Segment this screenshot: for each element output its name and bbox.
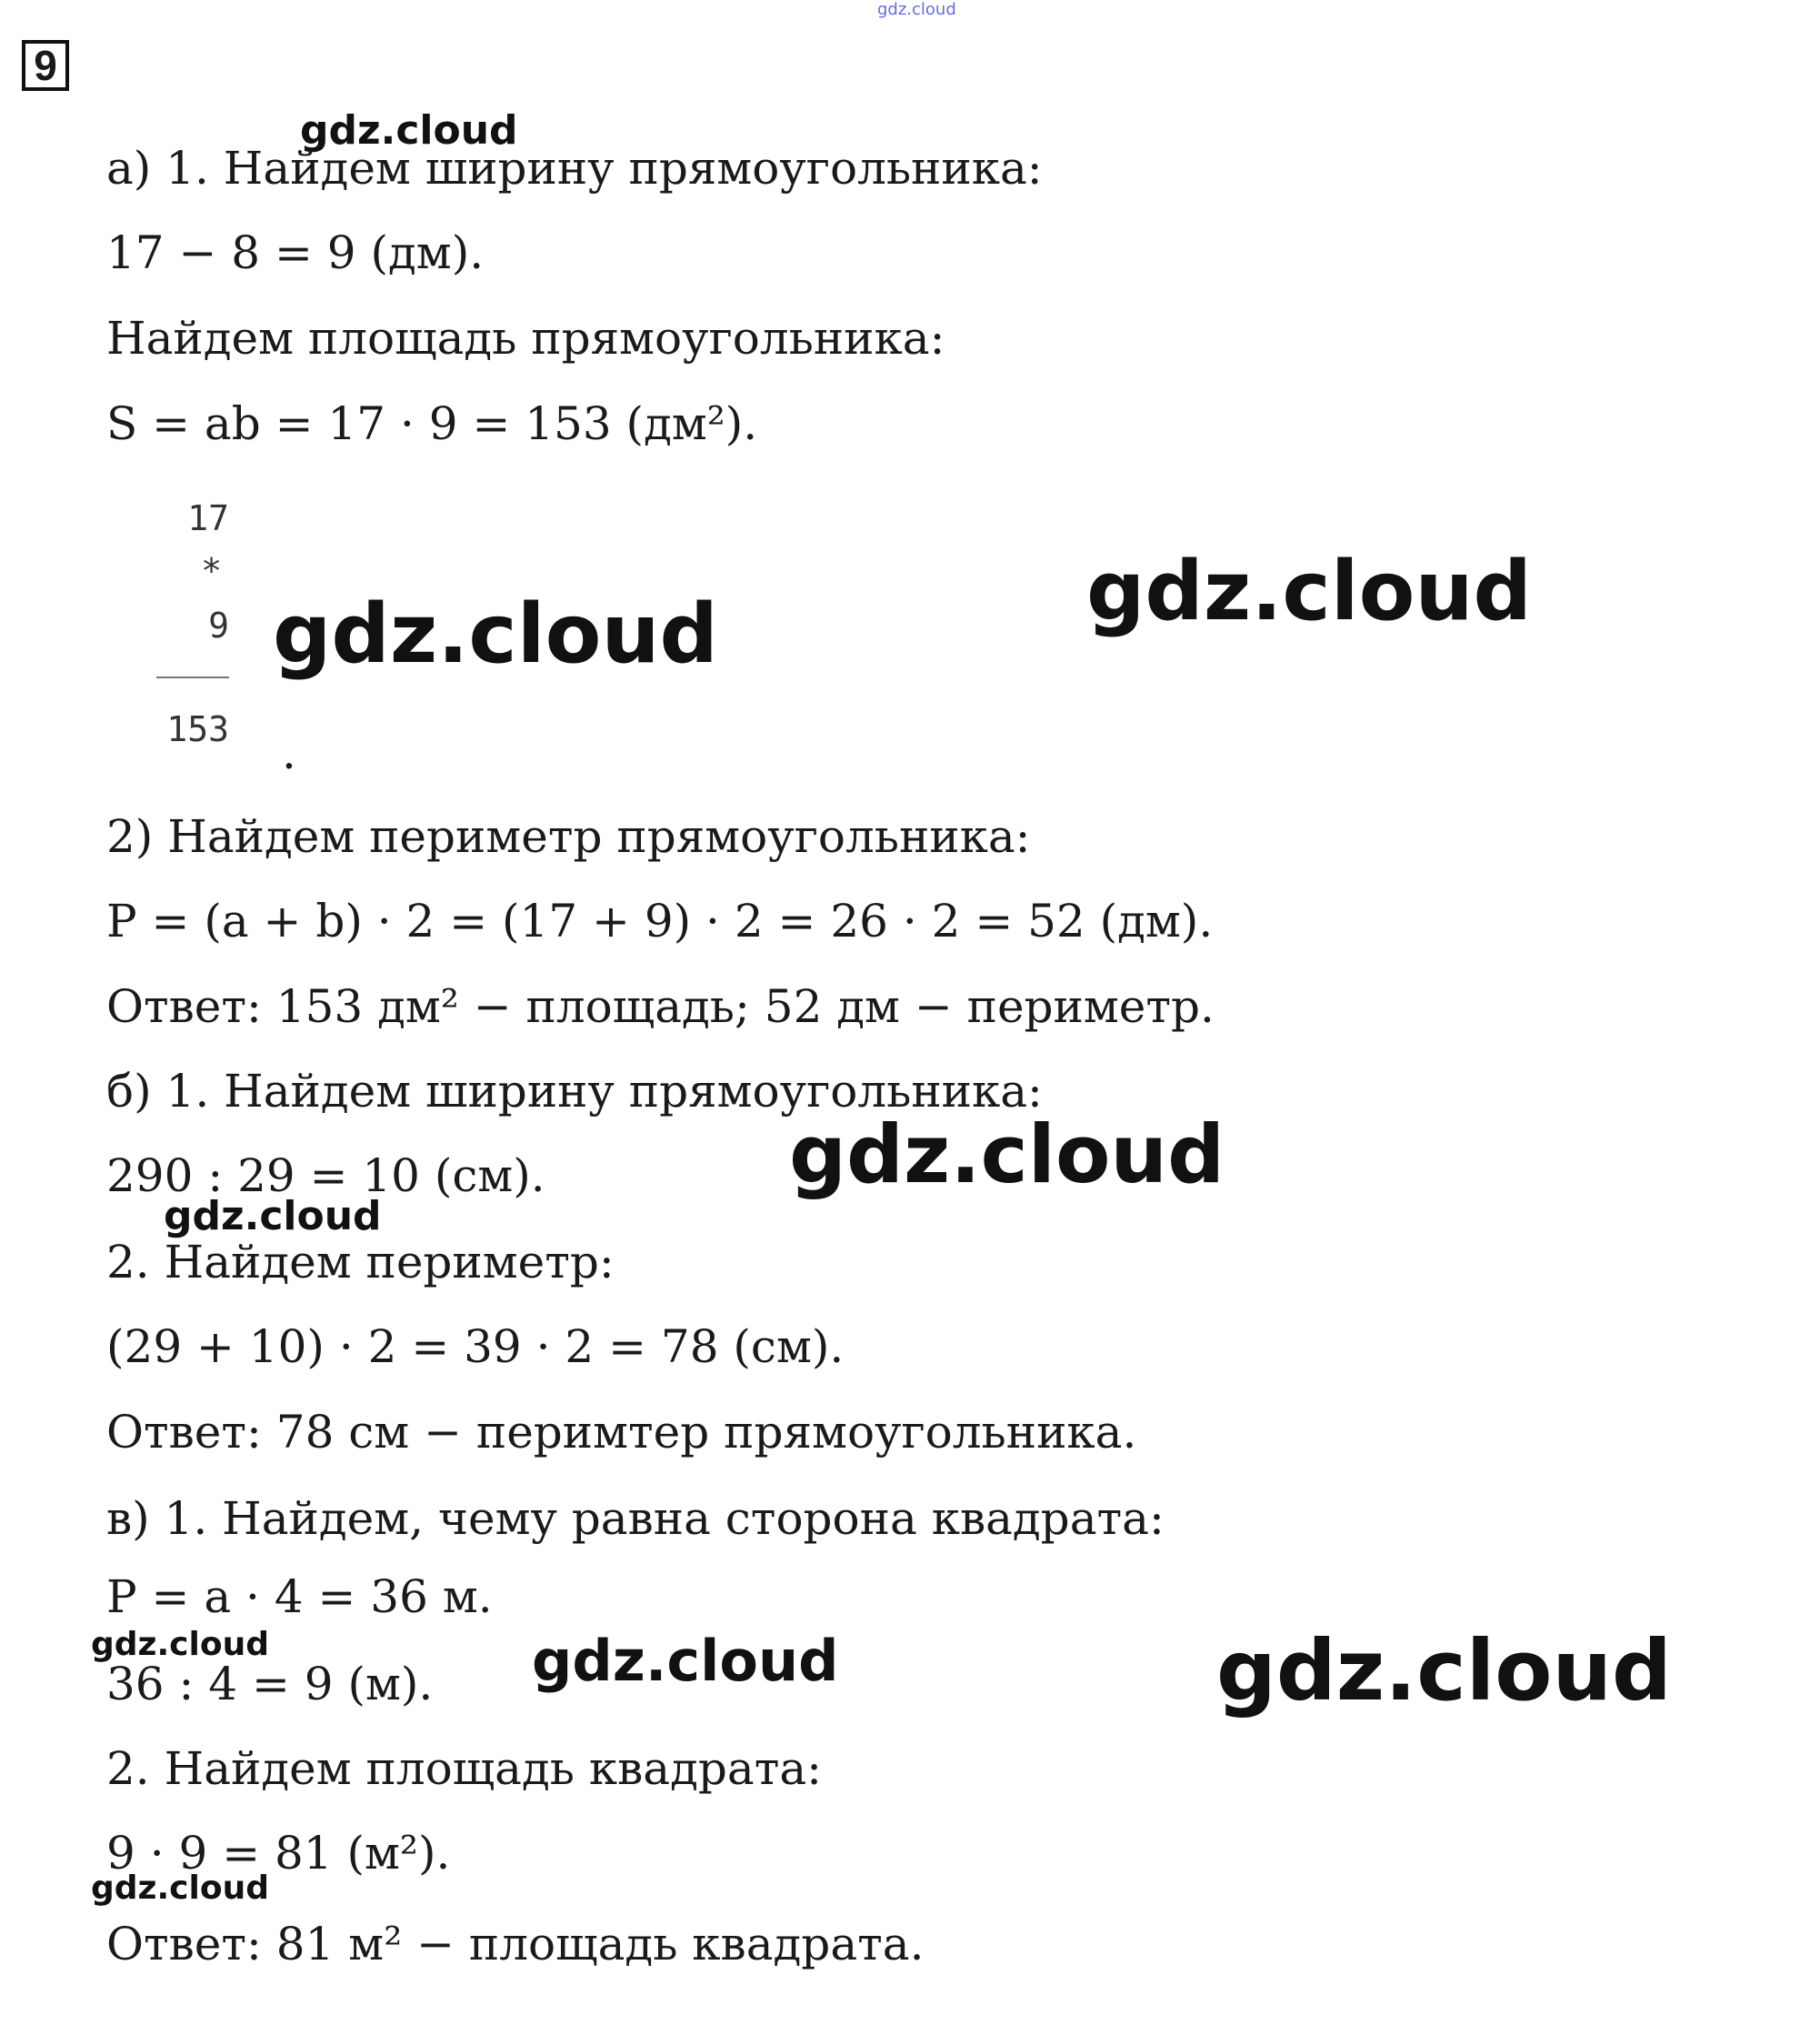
solution-line: S = ab = 17 · 9 = 153 (дм²).	[106, 397, 758, 450]
solution-line: 2) Найдем периметр прямоугольника:	[106, 810, 1031, 863]
watermark: gdz.cloud	[1086, 544, 1532, 639]
solution-line: а) 1. Найдем ширину прямоугольника:	[106, 142, 1043, 195]
solution-line: Ответ: 78 см − перимтер прямоугольника.	[106, 1406, 1137, 1459]
solution-line: Ответ: 81 м² − площадь квадрата.	[106, 1918, 925, 1970]
watermark: gdz.cloud	[300, 107, 518, 154]
solution-line: б) 1. Найдем ширину прямоугольника:	[106, 1065, 1043, 1118]
watermark: gdz.cloud	[532, 1628, 839, 1694]
solution-line: 36 : 4 = 9 (м).	[106, 1658, 434, 1710]
watermark: gdz.cloud	[164, 1193, 382, 1239]
solution-line: (29 + 10) · 2 = 39 · 2 = 78 (см).	[106, 1320, 845, 1373]
solution-line: 2. Найдем периметр:	[106, 1236, 615, 1288]
solution-line: 290 : 29 = 10 (см).	[106, 1149, 545, 1202]
watermark: gdz.cloud	[789, 1108, 1225, 1201]
solution-line: 17 − 8 = 9 (дм).	[106, 226, 485, 279]
solution-line: в) 1. Найдем, чему равна сторона квадрата:	[106, 1492, 1165, 1545]
solution-line: P = (a + b) · 2 = (17 + 9) · 2 = 26 · 2 = 52 (дм).	[106, 895, 1214, 947]
watermark: gdz.cloud	[1216, 1622, 1672, 1719]
task-number: 9	[22, 40, 69, 91]
multiplier: 9	[208, 606, 229, 646]
watermark: gdz.cloud	[273, 586, 718, 682]
multiplicand: 17	[187, 498, 229, 538]
solution-line: P = a · 4 = 36 м.	[106, 1570, 493, 1623]
solution-line: 9 · 9 = 81 (м²).	[106, 1827, 451, 1880]
solution-line: Ответ: 153 дм² − площадь; 52 дм − периметр.	[106, 980, 1215, 1033]
underline	[156, 677, 229, 678]
watermark: gdz.cloud	[91, 1626, 269, 1663]
watermark-top: gdz.cloud	[877, 0, 956, 19]
product: 153	[166, 709, 229, 749]
solution-line: 2. Найдем площадь квадрата:	[106, 1742, 823, 1795]
trailing-dot: .	[282, 727, 296, 779]
solution-line: Найдем площадь прямоугольника:	[106, 312, 945, 365]
operator: *	[201, 551, 222, 591]
watermark: gdz.cloud	[91, 1870, 269, 1907]
